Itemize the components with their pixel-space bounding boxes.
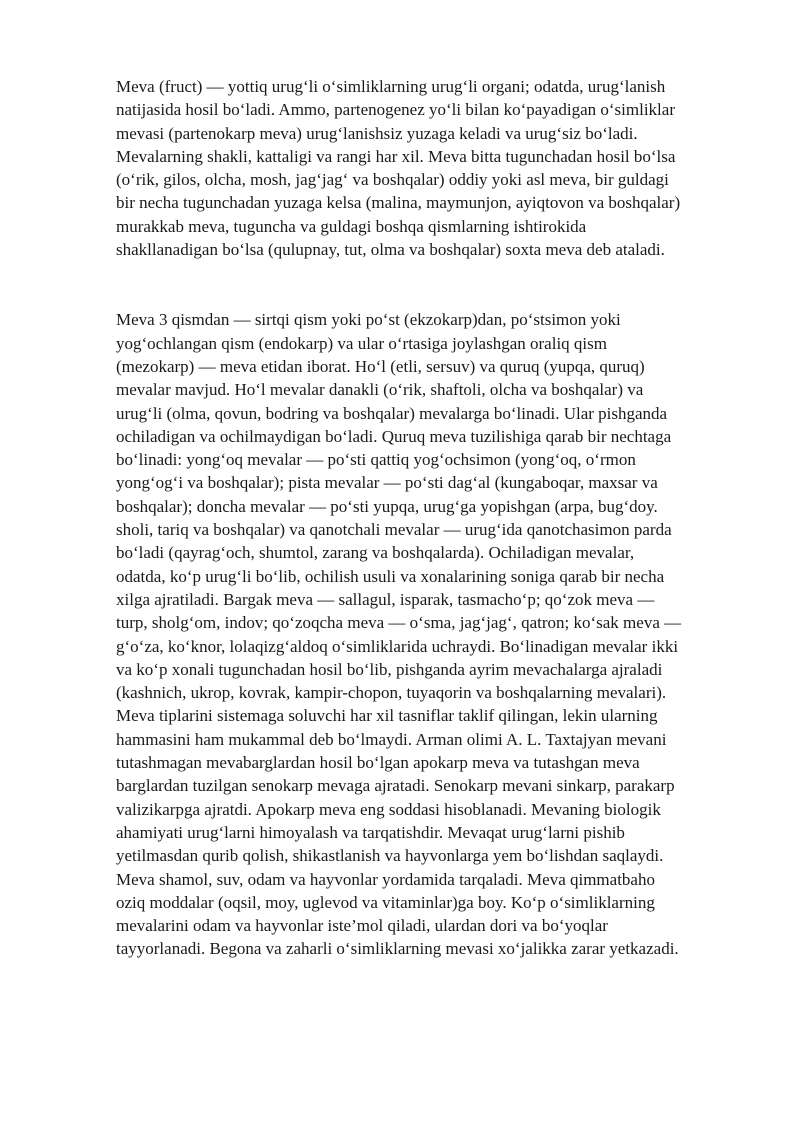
text-line: Meva tiplarini sistemaga soluvchi har xil tasniflar taklif qilingan, lekin ularning [116,706,658,726]
text-line: bo‘ladi (qayrag‘och, shumtol, zarang va boshqalarda). Ochiladigan mevalar, [116,543,635,563]
text-line: turp, sholg‘om, indov; qo‘zoqcha meva — o‘sma, jag‘jag‘, qatron; ko‘sak meva — [116,613,682,633]
text-line: (mezokarp) — meva etidan iborat. Ho‘l (etli, sersuv) va quruq (yupqa, quruq) [116,356,645,376]
text-line: urug‘li (olma, qovun, bodring va boshqalar) mevalarga bo‘linadi. Ular pishganda [116,403,668,423]
text-line: hammasini ham mukammal deb bo‘lmaydi. Arman olimi A. L. Taxtajyan mevani [116,729,667,749]
text-line: va ko‘p xonali tugunchadan hosil bo‘lib, pishganda ayrim mevachalarga ajraladi [116,659,663,679]
text-line: Mevalarning shakli, kattaligi va rangi har xil. Meva bitta tugunchadan hosil bo‘lsa [116,146,676,166]
text-line: valizikarpga ajratdi. Apokarp meva eng soddasi hisoblanadi. Mevaning biologik [116,799,661,819]
text-line: tayyorlanadi. Begona va zaharli o‘simliklarning mevasi xo‘jalikka zarar yetkazadi. [116,939,679,959]
text-line: oziq moddalar (oqsil, moy, uglevod va vitaminlar)ga boy. Ko‘p o‘simliklarning [116,892,655,912]
document-body [116,75,746,961]
text-line: yong‘og‘i va boshqalar); pista mevalar — po‘sti dag‘al (kungaboqar, maxsar va [116,473,658,493]
text-line: boshqalar); doncha mevalar — po‘sti yupqa, urug‘ga yopishgan (arpa, bug‘doy. [116,496,658,516]
text-line: mevalarini odam va hayvonlar iste’mol qiladi, ulardan dori va bo‘yoqlar [116,916,608,936]
text-line: (kashnich, ukrop, kovrak, kampir-chopon, tuyaqorin va boshqalarning mevalari). [116,683,667,703]
text-line: Meva (fruct) — yottiq urug‘li o‘simliklarning urug‘li organi; odatda, urug‘lanish [116,77,666,96]
paragraph-intro [116,75,746,261]
text-line: mevalar mavjud. Ho‘l mevalar danakli (o‘rik, shaftoli, olcha va boshqalar) va [116,380,644,400]
text-line: yog‘ochlangan qism (endokarp) va ular o‘rtasiga joylashgan oraliq qism [116,333,607,353]
text-line: Meva 3 qismdan — sirtqi qism yoki po‘st (ekzokarp)dan, po‘stsimon yoki [116,310,621,330]
text-line: mevasi (partenokarp meva) urug‘lanishsiz yuzaga keladi va urug‘siz bo‘ladi. [116,123,638,143]
text-line: odatda, ko‘p urug‘li bo‘lib, ochilish usuli va xonalarining soniga qarab bir necha [116,566,665,586]
text-line: ahamiyati urug‘larni himoyalash va tarqatishdir. Mevaqat urug‘larni pishib [116,822,625,842]
text-line: bir necha tugunchadan yuzaga kelsa (malina, maymunjon, ayiqtovon va boshqalar) [116,193,681,213]
text-line: shakllanadigan bo‘lsa (qulupnay, tut, olma va boshqalar) soxta meva deb ataladi. [116,240,665,260]
text-line: ochiladigan va ochilmaydigan bo‘ladi. Quruq meva tuzilishiga qarab bir nechtaga [116,426,672,446]
text-line: yetilmasdan qurib qolish, shikastlanish va hayvonlarga yem bo‘lishdan saqlaydi. [116,846,664,866]
text-line: barglardan tuzilgan senokarp mevaga ajratadi. Senokarp mevani sinkarp, parakarp [116,776,675,796]
paragraph-spacer [116,261,746,308]
text-line: murakkab meva, tuguncha va guldagi boshqa qismlarning ishtirokida [116,216,587,236]
text-line: natijasida hosil bo‘ladi. Ammo, partenogenez yo‘li bilan ko‘payadigan o‘simliklar [116,100,675,120]
text-line: (o‘rik, gilos, olcha, mosh, jag‘jag‘ va boshqalar) oddiy yoki asl meva, bir guldagi [116,170,669,190]
text-line: sholi, tariq va boshqalar) va qanotchali mevalar — urug‘ida qanotchasimon parda [116,520,672,540]
text-line: Meva shamol, suv, odam va hayvonlar yordamida tarqaladi. Meva qimmatbaho [116,869,655,889]
text-line: g‘o‘za, ko‘knor, lolaqizg‘aldoq o‘simliklarida uchraydi. Bo‘linadigan mevalar ikki [116,636,679,656]
text-line: xilga ajratiladi. Bargak meva — sallagul, isparak, tasmacho‘p; qo‘zok meva — [116,589,655,609]
paragraph-structure [116,308,746,960]
text-line: tutashmagan mevabarglardan hosil bo‘lgan apokarp meva va tutashgan meva [116,753,640,773]
text-line: bo‘linadi: yong‘oq mevalar — po‘sti qattiq yog‘ochsimon (yong‘oq, o‘rmon [116,450,636,470]
